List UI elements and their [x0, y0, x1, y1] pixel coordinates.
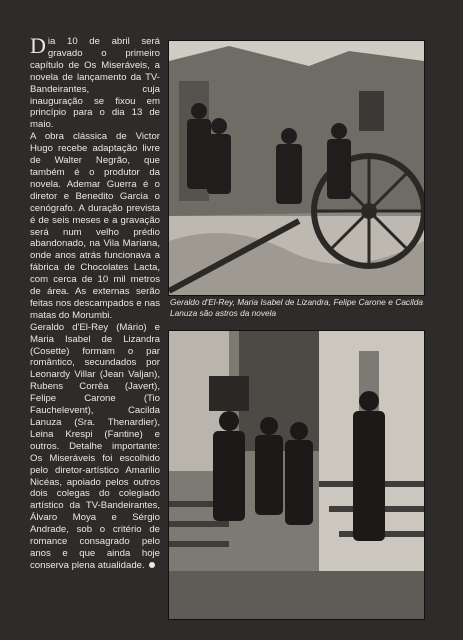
article-paragraph-2: A obra clássica de Victor Hugo recebe adaptação livre de Walter Negrão, que também é o produtor da novela. Ademar Guerra é o diretor e Benedito Garcia o cenógrafo. A duração prevista é de seis meses e a gravação será num velho prédio abandonado, na Vila Mariana, onde anos atrás funcionava a fábrica de Chocolates Lacta, com cerca de 10 mil metros de área. As externas serão feitas nos descampados e nas matas do Morumbi.: [30, 131, 160, 321]
paragraph-1-text: ia 10 de abril será gravado o primeiro capítulo de Os Miseráveis, a novela de lançamento da TV-Bandeirantes, cuja inauguração se fixou em princípio para o dia 13 de maio.: [30, 36, 160, 131]
cast-photo-alley: [168, 330, 425, 620]
end-bullet-icon: [149, 562, 155, 568]
article-paragraph-1: [30, 33, 160, 131]
drop-cap: D: [30, 33, 46, 58]
paragraph-3-text: Geraldo d'El-Rey (Mário) e Maria Isabel de Lizandra (Cosette) formam o par romântico, secundados por Leonardy Villar (Jean Valjan), Rubens Corrêa (Javert), Felipe Carone (Tio Fauchelevent), Cacilda Lanuza (Sra. Thenardier), Leina Krespi (Fantine) e outros. Detalhe importante: Os Miseráveis foi escolhido pelo diretor-artístico Amarilio Nicéas, apoiado pelos outros dois colegas do colegiado artístico da TV-Bandeirantes, Álvaro Moya e Sérgio Andrade, sob o critério de romance consagrado pelo anos e que ainda hoje conserva plena atualidade.: [30, 321, 160, 571]
article-paragraph-3: [30, 322, 160, 572]
cast-photo-cart: [168, 40, 425, 296]
article-text-column: [30, 33, 160, 572]
photo-caption: Geraldo d'El-Rey, Maria Isabel de Lizandra, Felipe Carone e Cacilda Lanuza são astros da novela: [170, 297, 423, 318]
